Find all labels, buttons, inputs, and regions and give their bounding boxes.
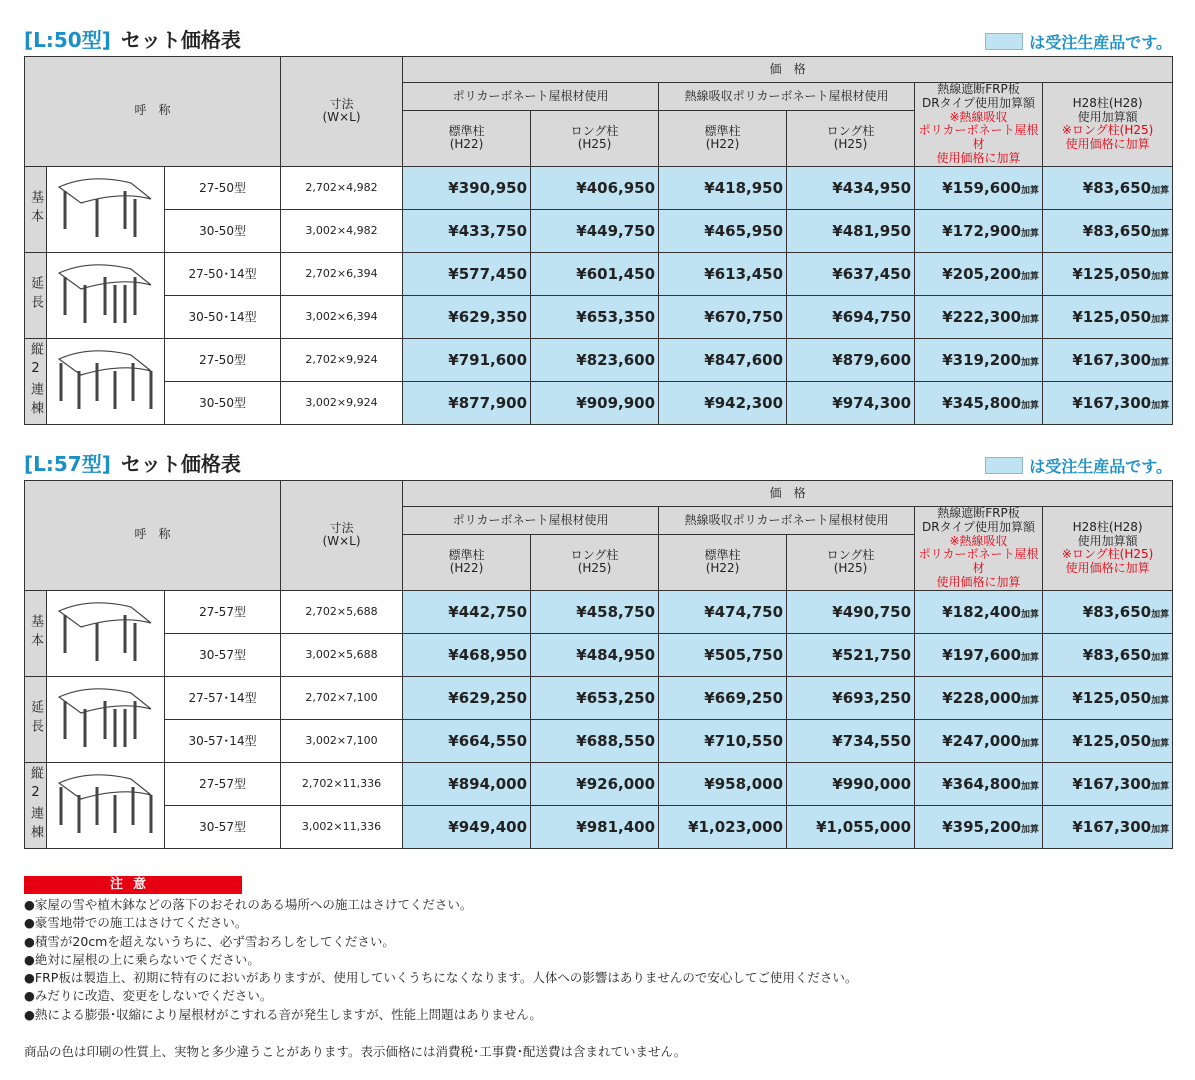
table-row	[25, 209, 1173, 252]
header-long-poly: ロング柱 (H25)	[531, 110, 659, 166]
price-std-heat: ¥847,600	[659, 338, 787, 381]
price-frp-add: ¥247,000加算	[915, 719, 1043, 762]
model-bracket: [L:57型]	[24, 452, 111, 476]
price-long-heat: ¥693,250	[787, 676, 915, 719]
price-std-heat: ¥418,950	[659, 166, 787, 209]
legend	[985, 30, 1172, 53]
price-std-poly: ¥629,250	[403, 676, 531, 719]
price-std-poly: ¥894,000	[403, 762, 531, 805]
legend-swatch	[985, 457, 1023, 474]
price-long-poly: ¥653,250	[531, 676, 659, 719]
legend-swatch	[985, 33, 1023, 50]
dimensions: 2,702×6,394	[281, 252, 403, 295]
header-price: 価 格	[403, 57, 1173, 83]
dimensions: 3,002×11,336	[281, 805, 403, 848]
price-std-heat: ¥670,750	[659, 295, 787, 338]
price-std-poly: ¥442,750	[403, 590, 531, 633]
table-title: セット価格表	[120, 452, 241, 476]
dimensions: 3,002×6,394	[281, 295, 403, 338]
model-name: 27-50型	[165, 338, 281, 381]
header-poly: ポリカーボネート屋根材使用	[403, 507, 659, 535]
carport-double-illustration	[47, 762, 165, 848]
price-long-poly: ¥601,450	[531, 252, 659, 295]
header-name: 呼 称	[25, 57, 281, 167]
group-label: 基本	[25, 166, 47, 252]
price-long-poly: ¥484,950	[531, 633, 659, 676]
price-long-poly: ¥406,950	[531, 166, 659, 209]
caution-item: ●豪雪地帯での施工はさけてください。	[24, 915, 248, 931]
header-std-poly: 標準柱 (H22)	[403, 534, 531, 590]
caution-section	[24, 876, 1172, 1024]
price-frp-add: ¥319,200加算	[915, 338, 1043, 381]
caution-item: ●積雪が20cmを超えないうちに、必ず雪おろしをしてください。	[24, 933, 395, 949]
price-std-poly: ¥577,450	[403, 252, 531, 295]
group-label: 縦2連棟	[25, 762, 47, 848]
table-row	[25, 590, 1173, 633]
group-label: 延長	[25, 676, 47, 762]
legend	[985, 454, 1172, 477]
model-name: 30-50型	[165, 209, 281, 252]
caution-item: ●絶対に屋根の上に乗らないでください。	[24, 951, 260, 967]
price-std-heat: ¥942,300	[659, 381, 787, 424]
price-std-heat: ¥474,750	[659, 590, 787, 633]
price-h28-add: ¥167,300加算	[1043, 338, 1173, 381]
table-row	[25, 805, 1173, 848]
legend-text: は受注生産品です。	[1029, 33, 1172, 52]
dimensions: 3,002×7,100	[281, 719, 403, 762]
price-h28-add: ¥125,050加算	[1043, 676, 1173, 719]
model-name: 30-57･14型	[165, 719, 281, 762]
model-name: 27-57型	[165, 762, 281, 805]
price-table	[24, 480, 1173, 849]
price-std-heat: ¥613,450	[659, 252, 787, 295]
group-label: 縦2連棟	[25, 338, 47, 424]
price-std-heat: ¥958,000	[659, 762, 787, 805]
header-heat: 熱線吸収ポリカーボネート屋根材使用	[659, 83, 915, 111]
table-row	[25, 633, 1173, 676]
table-row	[25, 338, 1173, 381]
model-name: 27-50･14型	[165, 252, 281, 295]
dimensions: 3,002×9,924	[281, 381, 403, 424]
model-name: 27-50型	[165, 166, 281, 209]
price-frp-add: ¥345,800加算	[915, 381, 1043, 424]
carport-basic-illustration	[47, 166, 165, 252]
price-h28-add: ¥83,650加算	[1043, 166, 1173, 209]
table-title: セット価格表	[120, 28, 241, 52]
price-h28-add: ¥125,050加算	[1043, 252, 1173, 295]
dimensions: 3,002×4,982	[281, 209, 403, 252]
price-long-poly: ¥458,750	[531, 590, 659, 633]
caution-item: ●FRP板は製造上、初期に特有のにおいがありますが、使用していくうちになくなります。人体への影響はありませんので安心してご使用ください。	[24, 970, 858, 986]
header-long-poly: ロング柱 (H25)	[531, 534, 659, 590]
dimensions: 3,002×5,688	[281, 633, 403, 676]
table-row	[25, 719, 1173, 762]
table-row	[25, 166, 1173, 209]
price-long-poly: ¥981,400	[531, 805, 659, 848]
dimensions: 2,702×5,688	[281, 590, 403, 633]
price-std-heat: ¥710,550	[659, 719, 787, 762]
carport-extended-illustration	[47, 252, 165, 338]
price-frp-add: ¥182,400加算	[915, 590, 1043, 633]
header-name: 呼 称	[25, 481, 281, 591]
price-std-heat: ¥505,750	[659, 633, 787, 676]
model-name: 27-57･14型	[165, 676, 281, 719]
price-std-poly: ¥791,600	[403, 338, 531, 381]
model-bracket: [L:50型]	[24, 28, 111, 52]
header-std-poly: 標準柱 (H22)	[403, 110, 531, 166]
price-long-poly: ¥926,000	[531, 762, 659, 805]
header-poly: ポリカーボネート屋根材使用	[403, 83, 659, 111]
header-size: 寸法 (W×L)	[281, 481, 403, 591]
price-std-poly: ¥390,950	[403, 166, 531, 209]
header-std-heat: 標準柱 (H22)	[659, 110, 787, 166]
price-long-heat: ¥490,750	[787, 590, 915, 633]
price-long-heat: ¥990,000	[787, 762, 915, 805]
price-frp-add: ¥197,600加算	[915, 633, 1043, 676]
table-row	[25, 762, 1173, 805]
caution-item: ●みだりに改造、変更をしないでください。	[24, 988, 273, 1004]
price-long-heat: ¥734,550	[787, 719, 915, 762]
header-heat: 熱線吸収ポリカーボネート屋根材使用	[659, 507, 915, 535]
section-title	[24, 24, 241, 53]
header-price: 価 格	[403, 481, 1173, 507]
price-std-heat: ¥1,023,000	[659, 805, 787, 848]
price-long-heat: ¥434,950	[787, 166, 915, 209]
price-long-heat: ¥481,950	[787, 209, 915, 252]
table-row	[25, 295, 1173, 338]
header-long-heat: ロング柱 (H25)	[787, 110, 915, 166]
caution-heading: 注意	[24, 876, 242, 894]
price-h28-add: ¥83,650加算	[1043, 209, 1173, 252]
price-h28-add: ¥167,300加算	[1043, 381, 1173, 424]
price-h28-add: ¥167,300加算	[1043, 762, 1173, 805]
price-long-heat: ¥637,450	[787, 252, 915, 295]
price-std-poly: ¥433,750	[403, 209, 531, 252]
header-std-heat: 標準柱 (H22)	[659, 534, 787, 590]
price-frp-add: ¥172,900加算	[915, 209, 1043, 252]
model-name: 27-57型	[165, 590, 281, 633]
section-title	[24, 448, 241, 477]
price-long-poly: ¥688,550	[531, 719, 659, 762]
price-h28-add: ¥83,650加算	[1043, 633, 1173, 676]
price-long-heat: ¥974,300	[787, 381, 915, 424]
dimensions: 2,702×9,924	[281, 338, 403, 381]
price-h28-add: ¥167,300加算	[1043, 805, 1173, 848]
header-frp: 熱線遮断FRP板 DRタイプ使用加算額 ※熱線吸収 ポリカーボネート屋根材 使用価格に加算	[915, 507, 1043, 591]
table-row	[25, 381, 1173, 424]
price-frp-add: ¥364,800加算	[915, 762, 1043, 805]
price-long-poly: ¥823,600	[531, 338, 659, 381]
price-frp-add: ¥228,000加算	[915, 676, 1043, 719]
price-frp-add: ¥205,200加算	[915, 252, 1043, 295]
header-h28: H28柱(H28) 使用加算額 ※ロング柱(H25) 使用価格に加算	[1043, 507, 1173, 591]
price-std-poly: ¥629,350	[403, 295, 531, 338]
price-std-poly: ¥877,900	[403, 381, 531, 424]
model-name: 30-50･14型	[165, 295, 281, 338]
price-long-heat: ¥1,055,000	[787, 805, 915, 848]
group-label: 基本	[25, 590, 47, 676]
price-std-heat: ¥465,950	[659, 209, 787, 252]
price-long-heat: ¥521,750	[787, 633, 915, 676]
carport-basic-illustration	[47, 590, 165, 676]
carport-double-illustration	[47, 338, 165, 424]
price-long-poly: ¥909,900	[531, 381, 659, 424]
table-row	[25, 252, 1173, 295]
model-name: 30-50型	[165, 381, 281, 424]
dimensions: 2,702×4,982	[281, 166, 403, 209]
price-long-poly: ¥653,350	[531, 295, 659, 338]
price-table	[24, 56, 1173, 425]
dimensions: 2,702×7,100	[281, 676, 403, 719]
group-label: 延長	[25, 252, 47, 338]
carport-extended-illustration	[47, 676, 165, 762]
header-size: 寸法 (W×L)	[281, 57, 403, 167]
price-frp-add: ¥222,300加算	[915, 295, 1043, 338]
header-h28: H28柱(H28) 使用加算額 ※ロング柱(H25) 使用価格に加算	[1043, 83, 1173, 167]
price-std-poly: ¥949,400	[403, 805, 531, 848]
price-h28-add: ¥125,050加算	[1043, 719, 1173, 762]
price-h28-add: ¥83,650加算	[1043, 590, 1173, 633]
caution-item: ●家屋の雪や植木鉢などの落下のおそれのある場所への施工はさけてください。	[24, 897, 473, 912]
price-frp-add: ¥159,600加算	[915, 166, 1043, 209]
price-std-heat: ¥669,250	[659, 676, 787, 719]
footer-note: 商品の色は印刷の性質上、実物と多少違うことがあります。表示価格には消費税･工事費･配送費は含まれていません。	[24, 1044, 687, 1059]
price-std-poly: ¥664,550	[403, 719, 531, 762]
model-name: 30-57型	[165, 805, 281, 848]
price-std-poly: ¥468,950	[403, 633, 531, 676]
price-h28-add: ¥125,050加算	[1043, 295, 1173, 338]
header-frp: 熱線遮断FRP板 DRタイプ使用加算額 ※熱線吸収 ポリカーボネート屋根材 使用価格に加算	[915, 83, 1043, 167]
price-long-poly: ¥449,750	[531, 209, 659, 252]
price-long-heat: ¥694,750	[787, 295, 915, 338]
table-row	[25, 676, 1173, 719]
model-name: 30-57型	[165, 633, 281, 676]
dimensions: 2,702×11,336	[281, 762, 403, 805]
header-long-heat: ロング柱 (H25)	[787, 534, 915, 590]
caution-item: ●熱による膨張･収縮により屋根材がこすれる音が発生しますが、性能上問題はありません。	[24, 1006, 542, 1022]
legend-text: は受注生産品です。	[1029, 457, 1172, 476]
price-frp-add: ¥395,200加算	[915, 805, 1043, 848]
price-long-heat: ¥879,600	[787, 338, 915, 381]
